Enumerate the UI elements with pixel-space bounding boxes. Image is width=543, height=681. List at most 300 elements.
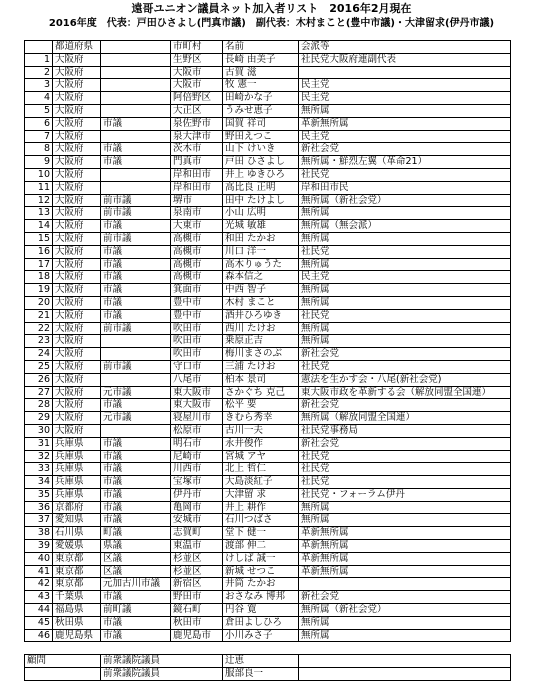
- party-cell: 無所属: [299, 514, 511, 527]
- city-cell: 鏡石町: [171, 604, 223, 617]
- city-cell: 明石市: [171, 437, 223, 450]
- position-cell: 市議: [101, 616, 171, 629]
- city-cell: 東温市: [171, 540, 223, 553]
- name-cell: 松平 要: [223, 399, 299, 412]
- party-cell: 民主党: [299, 92, 511, 105]
- city-cell: 八尾市: [171, 373, 223, 386]
- name-cell: さかぐち 克己: [223, 386, 299, 399]
- position-cell: 市議: [101, 117, 171, 130]
- document-subtitle: 2016年度 代表：戸田ひさよし(門真市議) 副代表：木村まこと(豊中市議)・大津留求(伊丹市議): [48, 18, 495, 29]
- prefecture-cell: 大阪府: [53, 130, 101, 143]
- city-cell: 寝屋川市: [171, 412, 223, 425]
- prefecture-cell: 大阪府: [53, 335, 101, 348]
- row-number: 46: [25, 629, 53, 642]
- city-cell: 阿倍野区: [171, 92, 223, 105]
- party-cell: 革新無所属: [299, 552, 511, 565]
- row-number: 16: [25, 245, 53, 258]
- name-cell: 三浦 たけお: [223, 360, 299, 373]
- table-row: [25, 232, 511, 245]
- city-cell: 亀岡市: [171, 501, 223, 514]
- table-row: [25, 616, 511, 629]
- row-number: 39: [25, 540, 53, 553]
- row-number: 9: [25, 156, 53, 169]
- party-cell: [299, 66, 511, 79]
- city-cell: 箕面市: [171, 284, 223, 297]
- party-cell: 民主党: [299, 79, 511, 92]
- table-row: [25, 629, 511, 642]
- prefecture-cell: 大阪府: [53, 53, 101, 66]
- position-cell: 県議: [101, 540, 171, 553]
- advisor-name: 辻恵: [223, 655, 299, 668]
- party-cell: 新社会党: [299, 348, 511, 361]
- position-cell: 区議: [101, 565, 171, 578]
- position-cell: 市議: [101, 463, 171, 476]
- party-cell: 社民党: [299, 463, 511, 476]
- row-number: 6: [25, 117, 53, 130]
- name-cell: 梅川まさのぶ: [223, 348, 299, 361]
- prefecture-cell: 兵庫県: [53, 437, 101, 450]
- party-cell: 新社会党: [299, 437, 511, 450]
- header-name: 名前: [223, 41, 299, 54]
- row-number: 30: [25, 424, 53, 437]
- city-cell: 生野区: [171, 53, 223, 66]
- party-cell: 無所属: [299, 629, 511, 642]
- city-cell: 鹿児島市: [171, 629, 223, 642]
- row-number: 14: [25, 220, 53, 233]
- name-cell: 光城 敏雄: [223, 220, 299, 233]
- position-cell: 前市議: [101, 322, 171, 335]
- name-cell: 乗原正吉: [223, 335, 299, 348]
- table-row: [25, 578, 511, 591]
- position-cell: [101, 92, 171, 105]
- position-cell: 市議: [101, 143, 171, 156]
- name-cell: きむら秀幸: [223, 412, 299, 425]
- party-cell: 革新無所属: [299, 117, 511, 130]
- party-cell: 社民党: [299, 309, 511, 322]
- position-cell: 市議: [101, 296, 171, 309]
- city-cell: 宝塚市: [171, 476, 223, 489]
- party-cell: 革新無所属: [299, 527, 511, 540]
- row-number: 10: [25, 168, 53, 181]
- row-number: 22: [25, 322, 53, 335]
- name-cell: 井上 耕作: [223, 501, 299, 514]
- party-cell: 無所属: [299, 258, 511, 271]
- prefecture-cell: 千葉県: [53, 591, 101, 604]
- row-number: 26: [25, 373, 53, 386]
- name-cell: 山下 けいき: [223, 143, 299, 156]
- table-row: [25, 194, 511, 207]
- name-cell: 宮城 アヤ: [223, 450, 299, 463]
- name-cell: 古川一夫: [223, 424, 299, 437]
- name-cell: 国賀 祥司: [223, 117, 299, 130]
- row-number: 44: [25, 604, 53, 617]
- header-prefecture: 都道府県: [53, 41, 101, 54]
- table-row: [25, 322, 511, 335]
- table-row: [25, 130, 511, 143]
- row-number: 23: [25, 335, 53, 348]
- row-number: 42: [25, 578, 53, 591]
- city-cell: 豊中市: [171, 309, 223, 322]
- table-row: [25, 271, 511, 284]
- table-row: [25, 501, 511, 514]
- row-number: 21: [25, 309, 53, 322]
- party-cell: 無所属（解放同盟全国連）: [299, 412, 511, 425]
- party-cell: 東大阪市政を革新する会（解放同盟全国連）: [299, 386, 511, 399]
- position-cell: [101, 104, 171, 117]
- prefecture-cell: 大阪府: [53, 424, 101, 437]
- position-cell: 元市議: [101, 386, 171, 399]
- prefecture-cell: 大阪府: [53, 245, 101, 258]
- name-cell: 長崎 由美子: [223, 53, 299, 66]
- name-cell: 牧 憲一: [223, 79, 299, 92]
- table-row: [25, 117, 511, 130]
- row-number: 32: [25, 450, 53, 463]
- city-cell: 安城市: [171, 514, 223, 527]
- prefecture-cell: 大阪府: [53, 181, 101, 194]
- city-cell: 守口市: [171, 360, 223, 373]
- prefecture-cell: 大阪府: [53, 360, 101, 373]
- position-cell: 町議: [101, 527, 171, 540]
- row-number: 35: [25, 488, 53, 501]
- position-cell: [101, 168, 171, 181]
- city-cell: 高槻市: [171, 258, 223, 271]
- prefecture-cell: 大阪府: [53, 386, 101, 399]
- prefecture-cell: 秋田県: [53, 616, 101, 629]
- party-cell: 社民党: [299, 168, 511, 181]
- prefecture-cell: 兵庫県: [53, 450, 101, 463]
- table-row: [25, 104, 511, 117]
- city-cell: 泉南市: [171, 207, 223, 220]
- city-cell: 新宿区: [171, 578, 223, 591]
- name-cell: 新城 せつこ: [223, 565, 299, 578]
- table-row: [25, 476, 511, 489]
- prefecture-cell: 大阪府: [53, 322, 101, 335]
- table-row: [25, 399, 511, 412]
- row-number: 29: [25, 412, 53, 425]
- name-cell: 倉田よしひろ: [223, 616, 299, 629]
- row-number: 4: [25, 92, 53, 105]
- party-cell: 新社会党: [299, 591, 511, 604]
- position-cell: 市議: [101, 399, 171, 412]
- header-position: [101, 41, 171, 54]
- prefecture-cell: 大阪府: [53, 284, 101, 297]
- table-row: [25, 591, 511, 604]
- name-cell: 野田えつこ: [223, 130, 299, 143]
- party-cell: 革新無所属: [299, 540, 511, 553]
- prefecture-cell: 兵庫県: [53, 476, 101, 489]
- position-cell: 市議: [101, 245, 171, 258]
- row-number: 34: [25, 476, 53, 489]
- city-cell: 堺市: [171, 194, 223, 207]
- table-row: [25, 220, 511, 233]
- table-row: [25, 92, 511, 105]
- position-cell: 市議: [101, 309, 171, 322]
- row-number: 31: [25, 437, 53, 450]
- prefecture-cell: 大阪府: [53, 104, 101, 117]
- name-cell: 永井俊作: [223, 437, 299, 450]
- city-cell: 尼崎市: [171, 450, 223, 463]
- table-row: [25, 296, 511, 309]
- party-cell: 社民党: [299, 476, 511, 489]
- name-cell: 西川 たけお: [223, 322, 299, 335]
- row-number: 25: [25, 360, 53, 373]
- name-cell: 小山 広明: [223, 207, 299, 220]
- position-cell: 前市議: [101, 232, 171, 245]
- city-cell: 杉並区: [171, 565, 223, 578]
- city-cell: 伊丹市: [171, 488, 223, 501]
- row-number: 1: [25, 53, 53, 66]
- party-cell: 無所属: [299, 104, 511, 117]
- party-cell: 社民党事務局: [299, 424, 511, 437]
- row-number: 24: [25, 348, 53, 361]
- advisors-label: 顧問: [25, 655, 101, 668]
- name-cell: けしば 誠一: [223, 552, 299, 565]
- party-cell: 社民党: [299, 245, 511, 258]
- city-cell: 泉佐野市: [171, 117, 223, 130]
- city-cell: 岸和田市: [171, 181, 223, 194]
- prefecture-cell: 東京都: [53, 578, 101, 591]
- city-cell: 秋田市: [171, 616, 223, 629]
- row-number: 17: [25, 258, 53, 271]
- table-row: [25, 463, 511, 476]
- city-cell: 大阪市: [171, 66, 223, 79]
- row-number: 15: [25, 232, 53, 245]
- city-cell: 泉大津市: [171, 130, 223, 143]
- prefecture-cell: 大阪府: [53, 232, 101, 245]
- table-row: [25, 143, 511, 156]
- prefecture-cell: 京都府: [53, 501, 101, 514]
- prefecture-cell: 大阪府: [53, 412, 101, 425]
- table-row: [25, 348, 511, 361]
- position-cell: 前市議: [101, 194, 171, 207]
- row-number: 41: [25, 565, 53, 578]
- city-cell: 東大阪市: [171, 386, 223, 399]
- city-cell: 志賀町: [171, 527, 223, 540]
- row-number: 19: [25, 284, 53, 297]
- prefecture-cell: 大阪府: [53, 296, 101, 309]
- name-cell: 円谷 寛: [223, 604, 299, 617]
- city-cell: 門真市: [171, 156, 223, 169]
- city-cell: 吹田市: [171, 322, 223, 335]
- row-number: 33: [25, 463, 53, 476]
- name-cell: 井筒 たかお: [223, 578, 299, 591]
- city-cell: 大正区: [171, 104, 223, 117]
- row-number: 40: [25, 552, 53, 565]
- advisor-position: 前衆議院議員: [101, 668, 223, 681]
- name-cell: 高木りゅうた: [223, 258, 299, 271]
- prefecture-cell: 大阪府: [53, 309, 101, 322]
- table-row: [25, 488, 511, 501]
- table-row: [25, 373, 511, 386]
- name-cell: 古賀 滋: [223, 66, 299, 79]
- name-cell: おさなみ 博邦: [223, 591, 299, 604]
- position-cell: 区議: [101, 552, 171, 565]
- prefecture-cell: 兵庫県: [53, 488, 101, 501]
- party-cell: 新社会党: [299, 143, 511, 156]
- position-cell: 市議: [101, 271, 171, 284]
- city-cell: 岸和田市: [171, 168, 223, 181]
- prefecture-cell: 鹿児島県: [53, 629, 101, 642]
- party-cell: 憲法を生かす会・八尾(新社会党): [299, 373, 511, 386]
- prefecture-cell: 福島県: [53, 604, 101, 617]
- party-cell: [299, 578, 511, 591]
- table-body: [25, 53, 511, 642]
- header-cell: [25, 41, 53, 54]
- city-cell: 東大阪市: [171, 399, 223, 412]
- name-cell: 田中 たけよし: [223, 194, 299, 207]
- prefecture-cell: 大阪府: [53, 399, 101, 412]
- city-cell: 川西市: [171, 463, 223, 476]
- prefecture-cell: 愛媛県: [53, 540, 101, 553]
- position-cell: [101, 373, 171, 386]
- position-cell: 市議: [101, 476, 171, 489]
- prefecture-cell: 大阪府: [53, 66, 101, 79]
- table-header-row: [25, 41, 511, 54]
- city-cell: 茨木市: [171, 143, 223, 156]
- table-row: [25, 360, 511, 373]
- position-cell: 市議: [101, 501, 171, 514]
- table-row: [25, 245, 511, 258]
- city-cell: 吹田市: [171, 348, 223, 361]
- city-cell: 松原市: [171, 424, 223, 437]
- prefecture-cell: 大阪府: [53, 79, 101, 92]
- row-number: 27: [25, 386, 53, 399]
- row-number: 43: [25, 591, 53, 604]
- position-cell: 元加古川市議: [101, 578, 171, 591]
- prefecture-cell: 愛知県: [53, 514, 101, 527]
- name-cell: 川口 洋一: [223, 245, 299, 258]
- row-number: 45: [25, 616, 53, 629]
- document-title: 遠哥ユニオン議員ネット加入者リスト 2016年2月現在: [131, 2, 412, 15]
- name-cell: 井上 ゆきひろ: [223, 168, 299, 181]
- party-cell: 無所属（無会派）: [299, 220, 511, 233]
- party-cell: 岸和田市民: [299, 181, 511, 194]
- prefecture-cell: 大阪府: [53, 194, 101, 207]
- table-row: [25, 309, 511, 322]
- party-cell: 無所属（新社会党）: [299, 604, 511, 617]
- party-cell: 無所属: [299, 296, 511, 309]
- prefecture-cell: 兵庫県: [53, 463, 101, 476]
- advisor-position: 前衆議院議員: [101, 655, 223, 668]
- party-cell: 社民党大阪府連副代表: [299, 53, 511, 66]
- table-row: [25, 335, 511, 348]
- name-cell: 和田 たかお: [223, 232, 299, 245]
- member-table: [24, 40, 511, 681]
- position-cell: [101, 181, 171, 194]
- city-cell: 大阪市: [171, 79, 223, 92]
- position-cell: 市議: [101, 591, 171, 604]
- party-cell: 民主党: [299, 271, 511, 284]
- table-row: [25, 181, 511, 194]
- table-row: [25, 424, 511, 437]
- row-number: 37: [25, 514, 53, 527]
- row-number: 7: [25, 130, 53, 143]
- prefecture-cell: 大阪府: [53, 92, 101, 105]
- name-cell: 石川つばさ: [223, 514, 299, 527]
- city-cell: 高槻市: [171, 232, 223, 245]
- row-number: 11: [25, 181, 53, 194]
- prefecture-cell: 大阪府: [53, 373, 101, 386]
- party-cell: 革新無所属: [299, 565, 511, 578]
- prefecture-cell: 石川県: [53, 527, 101, 540]
- table-row: [25, 527, 511, 540]
- table-row: [25, 386, 511, 399]
- row-number: 36: [25, 501, 53, 514]
- advisor-row: [25, 655, 511, 668]
- prefecture-cell: 大阪府: [53, 156, 101, 169]
- city-cell: 吹田市: [171, 335, 223, 348]
- table-row: [25, 79, 511, 92]
- table-row: [25, 552, 511, 565]
- city-cell: 高槻市: [171, 271, 223, 284]
- name-cell: 木村 まこと: [223, 296, 299, 309]
- position-cell: 市議: [101, 284, 171, 297]
- position-cell: 市議: [101, 437, 171, 450]
- party-cell: 無所属: [299, 284, 511, 297]
- table-row: [25, 514, 511, 527]
- party-cell: 無所属: [299, 322, 511, 335]
- party-cell: 無所属: [299, 232, 511, 245]
- position-cell: [101, 335, 171, 348]
- name-cell: 柏本 景司: [223, 373, 299, 386]
- position-cell: [101, 66, 171, 79]
- prefecture-cell: 大阪府: [53, 348, 101, 361]
- party-cell: 民主党: [299, 130, 511, 143]
- party-cell: 無所属: [299, 501, 511, 514]
- city-cell: 豊中市: [171, 296, 223, 309]
- table-row: [25, 437, 511, 450]
- party-cell: 無所属（新社会党）: [299, 194, 511, 207]
- party-cell: 社民党・フォーラム伊丹: [299, 488, 511, 501]
- prefecture-cell: 大阪府: [53, 220, 101, 233]
- position-cell: 市議: [101, 629, 171, 642]
- table-row: [25, 284, 511, 297]
- position-cell: [101, 130, 171, 143]
- city-cell: 高槻市: [171, 245, 223, 258]
- prefecture-cell: 大阪府: [53, 168, 101, 181]
- name-cell: 田崎かな子: [223, 92, 299, 105]
- row-number: 18: [25, 271, 53, 284]
- table-row: [25, 66, 511, 79]
- prefecture-cell: 大阪府: [53, 258, 101, 271]
- city-cell: 杉並区: [171, 552, 223, 565]
- prefecture-cell: 大阪府: [53, 117, 101, 130]
- party-cell: 無所属: [299, 207, 511, 220]
- name-cell: 堂下 健一: [223, 527, 299, 540]
- position-cell: 市議: [101, 488, 171, 501]
- position-cell: 市議: [101, 220, 171, 233]
- row-number: 12: [25, 194, 53, 207]
- position-cell: 市議: [101, 258, 171, 271]
- row-number: 20: [25, 296, 53, 309]
- name-cell: 小川みさ子: [223, 629, 299, 642]
- advisor-name: 服部良一: [223, 668, 299, 681]
- position-cell: 前市議: [101, 360, 171, 373]
- name-cell: 戸田 ひさよし: [223, 156, 299, 169]
- party-cell: 社民党: [299, 360, 511, 373]
- position-cell: 市議: [101, 156, 171, 169]
- prefecture-cell: 東京都: [53, 552, 101, 565]
- table-row: [25, 604, 511, 617]
- party-cell: 無所属・鮮烈左翼（革命21）: [299, 156, 511, 169]
- spacer-row: [25, 642, 511, 655]
- prefecture-cell: 東京都: [53, 565, 101, 578]
- table-row: [25, 207, 511, 220]
- table-row: [25, 565, 511, 578]
- position-cell: [101, 79, 171, 92]
- table-row: [25, 540, 511, 553]
- name-cell: 中西 智子: [223, 284, 299, 297]
